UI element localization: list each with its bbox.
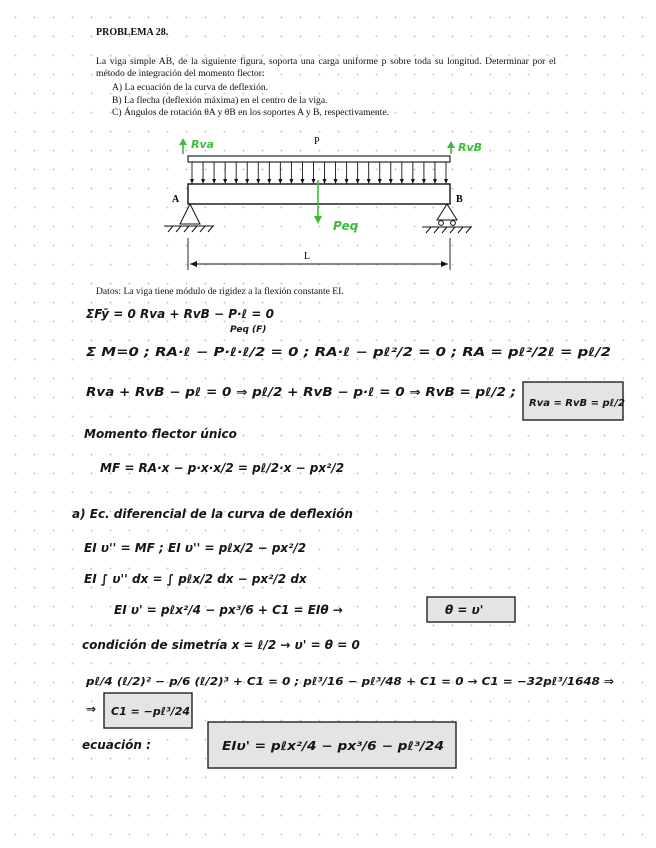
load-arrow-head <box>289 179 293 184</box>
implies-arrow: ⇒ <box>86 702 97 716</box>
integration-step: EI ∫ υ'' dx = ∫ pℓx/2 dx − px²/2 dx <box>84 572 307 586</box>
reaction-b-label: RvB <box>458 141 483 154</box>
load-arrow-head <box>378 179 382 184</box>
load-arrow-head <box>234 179 238 184</box>
load-arrow-head <box>444 179 448 184</box>
load-arrow-head <box>334 179 338 184</box>
load-arrow-head <box>267 179 271 184</box>
handwritten-solution <box>72 307 625 768</box>
reaction-b-derivation: Rva + RvB − pℓ = 0 ⇒ pℓ/2 + RvB − p·ℓ = 0 ⇒ RvB = pℓ/2 ; <box>86 385 516 399</box>
support-b-roller <box>422 204 472 233</box>
data-statement: Datos: La viga tiene módulo de rigidez a la flexión constante EI. <box>96 286 344 297</box>
reaction-a-arrow <box>179 138 187 154</box>
reaction-a-label: Rva <box>191 138 215 151</box>
load-arrow-head <box>356 179 360 184</box>
load-arrow-head <box>256 179 260 184</box>
load-arrow-head <box>278 179 282 184</box>
equilibrium-forces: ΣFȳ = 0 Rva + RvB − P·ℓ = 0 <box>86 307 275 321</box>
constant-derivation: pℓ/4 (ℓ/2)² − p/6 (ℓ/2)³ + C1 = 0 ; pℓ³/16 − pℓ³/48 + C1 = 0 → C1 = −32pℓ³/1648 ⇒ <box>84 675 614 688</box>
load-arrow-head <box>201 179 205 184</box>
support-a-pin <box>164 204 214 232</box>
load-arrow-head <box>311 179 315 184</box>
support-b-label: B <box>456 194 463 205</box>
load-arrow-head <box>323 179 327 184</box>
differential-equation-heading: a) Ec. diferencial de la curva de deflexión <box>72 507 353 521</box>
final-equation: EIυ' = pℓx²/4 − px³/6 − pℓ³/24 <box>222 739 444 753</box>
load-arrow-head <box>223 179 227 184</box>
item-c: C) Ángulos de rotación θA y θB en los soportes A y B, respectivamente. <box>112 107 389 118</box>
slope-equation: EI υ' = pℓx²/4 − px³/6 + C1 = EIθ → <box>114 603 343 617</box>
load-arrow-head <box>411 179 415 184</box>
load-arrow-head <box>389 179 393 184</box>
load-arrow-head <box>400 179 404 184</box>
load-arrow-head <box>367 179 371 184</box>
load-arrow-head <box>300 179 304 184</box>
moment-equilibrium: Σ M=0 ; RA·ℓ − P·ℓ·ℓ/2 = 0 ; RA·ℓ − pℓ²/2 = 0 ; RA = pℓ²/2ℓ = pℓ/2 <box>86 345 611 359</box>
load-arrow-head <box>245 179 249 184</box>
beam <box>188 184 450 204</box>
load-arrow-head <box>190 179 194 184</box>
load-arrow-head <box>422 179 426 184</box>
problem-title: PROBLEMA 28. <box>96 27 169 38</box>
span-dimension <box>188 238 450 270</box>
load-arrow-head <box>433 179 437 184</box>
distributed-load-arrows <box>190 162 448 184</box>
differential-equation: EI υ'' = MF ; EI υ'' = pℓx/2 − px²/2 <box>84 541 307 555</box>
beam-figure <box>164 136 482 270</box>
load-bar <box>188 156 450 162</box>
equivalent-load-label: Peq <box>333 219 359 233</box>
symmetry-condition: condición de simetría x = ℓ/2 → υ' = θ = 0 <box>82 638 360 652</box>
constant-result: C1 = −pℓ³/24 <box>111 705 191 718</box>
load-arrow-head <box>345 179 349 184</box>
reaction-b-arrow <box>447 141 455 154</box>
final-equation-heading: ecuación : <box>82 738 151 752</box>
theta-definition: θ = υ' <box>445 603 484 617</box>
item-b: B) La flecha (deflexión máxima) en el centro de la viga. <box>112 94 328 106</box>
support-a-label: A <box>172 194 180 205</box>
problem-statement: La viga simple AB, de la siguiente figura, soporta una carga uniforme p sobre toda su longitud. Determinar por el método de integración del momento flector: <box>96 56 556 79</box>
item-a: A) La ecuación de la curva de deflexión. <box>112 82 269 93</box>
bending-moment-heading: Momento flector único <box>84 427 237 441</box>
equivalent-load-note: Peq (F) <box>230 325 267 335</box>
reactions-result: Rva = RvB = pℓ/2 <box>529 398 625 409</box>
load-arrow-head <box>212 179 216 184</box>
load-label: P <box>314 136 320 147</box>
span-label: L <box>304 251 311 262</box>
bending-moment-equation: MF = RA·x − p·x·x/2 = pℓ/2·x − px²/2 <box>100 461 345 475</box>
